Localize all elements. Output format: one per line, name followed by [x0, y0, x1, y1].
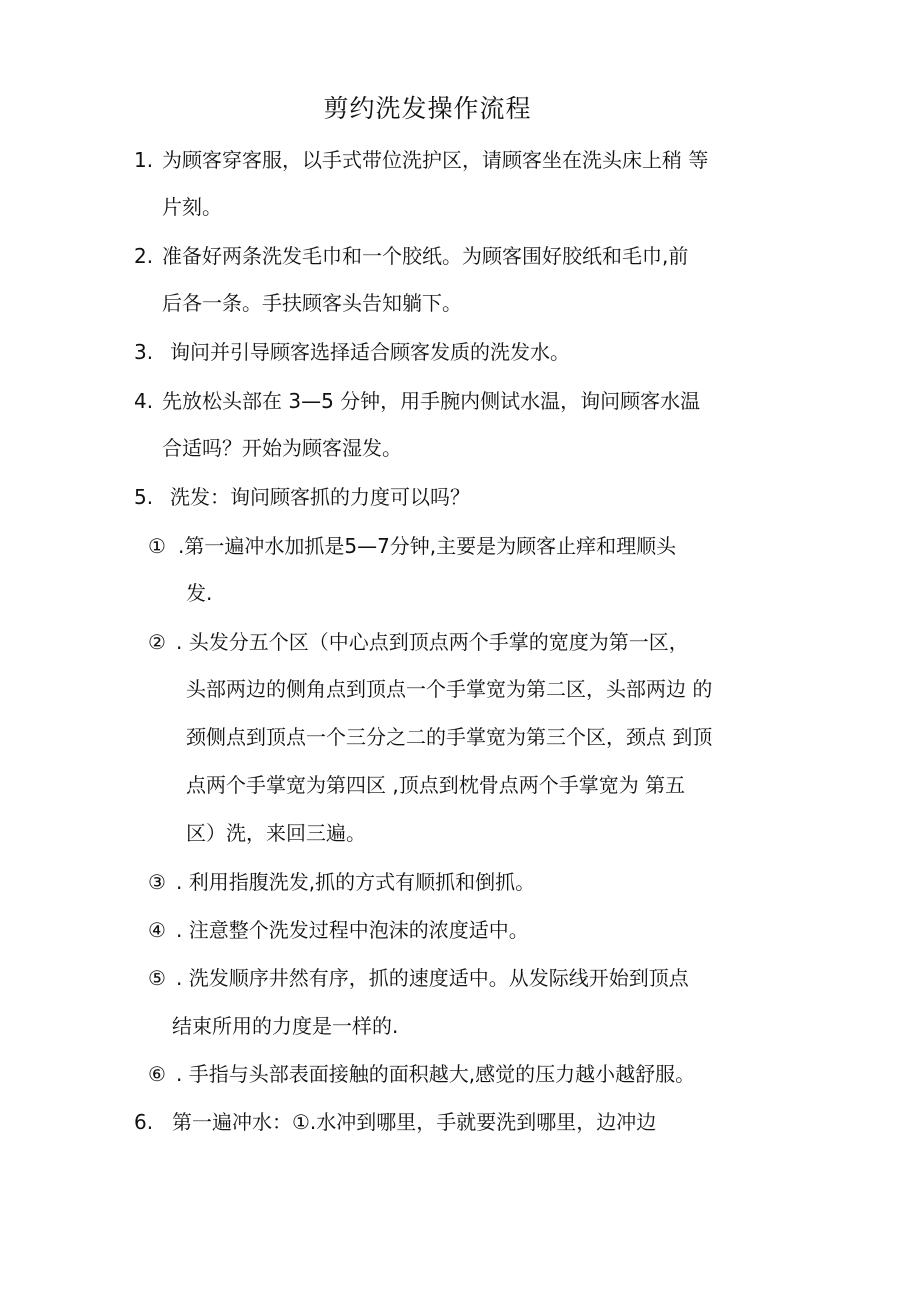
subitem-1-line-1: [148, 531, 676, 561]
subitem-6-text: . 手指与头部表面接触的面积越大,感觉的压力越小越舒服。: [176, 1062, 696, 1086]
subitem-3-text: . 利用指腹洗发,抓的方式有顺抓和倒抓。: [176, 870, 536, 894]
subitem-3-line-1: [148, 867, 535, 897]
item-1-line-2: 片刻。: [162, 195, 222, 219]
subitem-1-number: ①: [148, 534, 166, 558]
item-2-line-2: 后各一条。手扶顾客头告知躺下。: [162, 291, 462, 315]
item-5-number: 5.: [134, 485, 154, 509]
item-6-text: 第一遍冲水：①.水冲到哪里，手就要洗到哪里，边冲边: [172, 1110, 657, 1134]
subitem-5-text: . 洗发顺序井然有序，抓的速度适中。从发际线开始到顶点: [176, 966, 689, 990]
subitem-2-line-4: 点两个手掌宽为第四区 ,顶点到枕骨点两个手掌宽为 第五: [186, 773, 686, 797]
subitem-2-number: ②: [148, 630, 166, 654]
subitem-1-text: .第一遍冲水加抓是5—7分钟,主要是为顾客止痒和理顺头: [178, 534, 677, 558]
subitem-2-line-1: [148, 627, 689, 657]
item-3-number: 3.: [134, 340, 154, 364]
item-6-line-1: [134, 1107, 656, 1137]
document-title: 剪约洗发操作流程: [323, 94, 532, 123]
item-2-text: 准备好两条洗发毛巾和一个胶纸。为顾客围好胶纸和毛巾,前: [162, 244, 689, 268]
item-5-text: 洗发：询问顾客抓的力度可以吗？: [170, 485, 470, 509]
subitem-4-text: . 注意整个洗发过程中泡沫的浓度适中。: [176, 918, 529, 942]
subitem-5-line-2: 结束所用的力度是一样的.: [172, 1014, 399, 1038]
item-5-line-1: [134, 482, 470, 512]
item-4-line-1: [134, 386, 700, 416]
subitem-1-line-2: 发.: [186, 581, 213, 605]
subitem-4-line-1: [148, 915, 529, 945]
item-4-line-2: 合适吗？开始为顾客湿发。: [162, 436, 402, 460]
subitem-5-line-1: [148, 963, 689, 993]
subitem-3-number: ③: [148, 870, 166, 894]
item-6-number: 6.: [134, 1110, 154, 1134]
item-1-number: 1.: [134, 148, 154, 172]
subitem-2-line-5: 区）洗，来回三遍。: [186, 821, 366, 845]
item-2-line-1: [134, 241, 688, 271]
subitem-2-line-2: 头部两边的侧角点到顶点一个手掌宽为第二区，头部两边 的: [186, 677, 713, 701]
subitem-5-number: ⑤: [148, 966, 166, 990]
subitem-6-number: ⑥: [148, 1062, 166, 1086]
subitem-4-number: ④: [148, 918, 166, 942]
item-1-text: 为顾客穿客服，以手式带位洗护区，请顾客坐在洗头床上稍 等: [162, 148, 709, 172]
item-3-text: 询问并引导顾客选择适合顾客发质的洗发水。: [170, 340, 570, 364]
item-4-number: 4.: [134, 389, 154, 413]
item-1-line-1: [134, 145, 708, 175]
item-4-text: 先放松头部在 3—5 分钟，用手腕内侧试水温，询问顾客水温: [162, 389, 701, 413]
subitem-6-line-1: [148, 1059, 695, 1089]
subitem-2-text: . 头发分五个区（中心点到顶点两个手掌的宽度为第一区，: [176, 630, 689, 654]
item-2-number: 2.: [134, 244, 154, 268]
item-3-line-1: [134, 337, 570, 367]
subitem-2-line-3: 颈侧点到顶点一个三分之二的手掌宽为第三个区，颈点 到顶: [186, 725, 713, 749]
